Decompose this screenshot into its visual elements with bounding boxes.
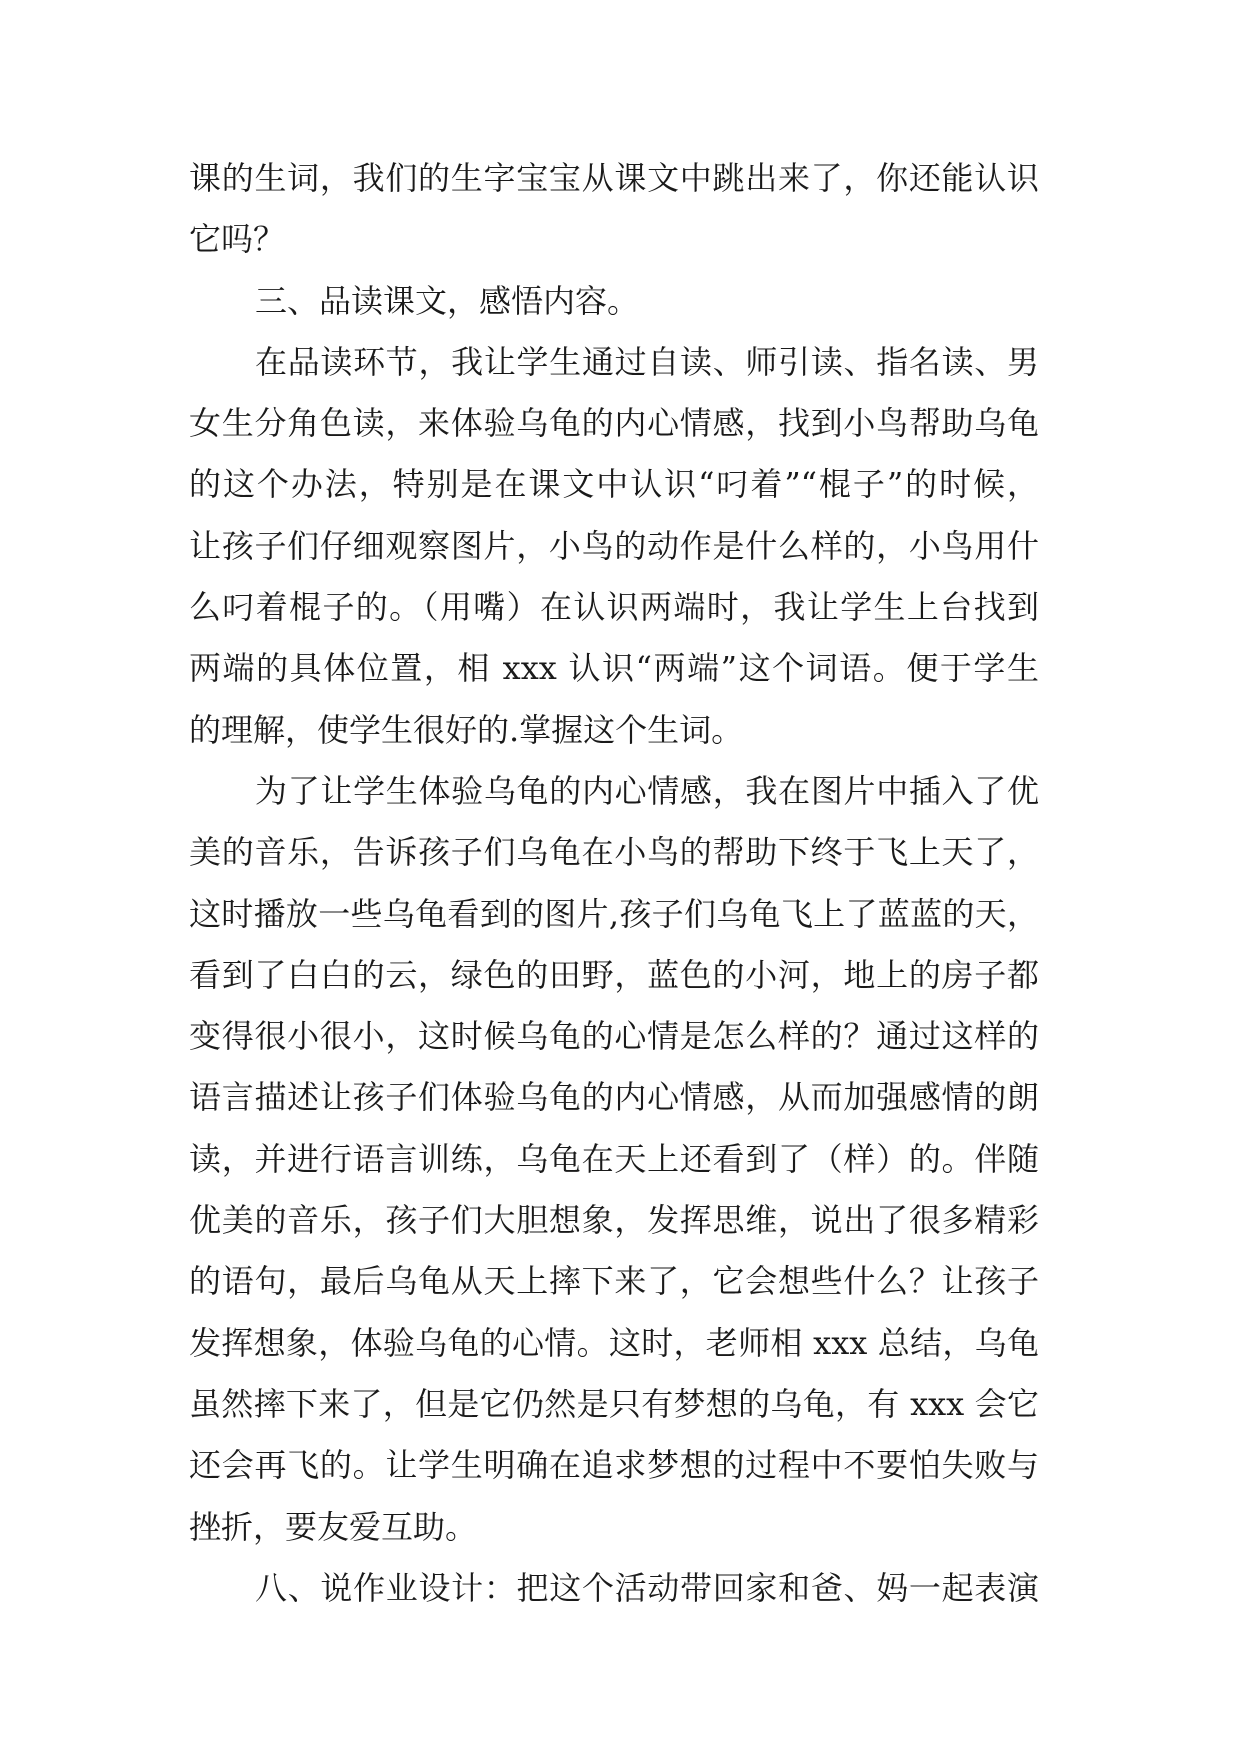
text-line: 么叼着棍子的。（用嘴）在认识两端时，我让学生上台找到 (189, 588, 1039, 627)
text-line: 优美的音乐，孩子们大胆想象，发挥思维，说出了很多精彩 (189, 1201, 1039, 1240)
text-line: 看到了白白的云，绿色的田野，蓝色的小河，地上的房子都 (189, 955, 1039, 994)
text-line: 让孩子们仔细观察图片，小鸟的动作是什么样的，小鸟用什 (189, 526, 1039, 565)
text-line: 的语句，最后乌龟从天上摔下来了，它会想些什么？让孩子 (189, 1262, 1039, 1301)
text-line: 课的生词，我们的生字宝宝从课文中跳出来了，你还能认识 (189, 159, 1039, 197)
paragraph-start-line: 在品读环节，我让学生通过自读、师引读、指名读、男 (255, 342, 1039, 381)
document-body (189, 148, 1039, 1619)
text-line: 语言描述让孩子们体验乌龟的内心情感，从而加强感情的朗 (189, 1078, 1039, 1117)
text-line: 女生分角色读，来体验乌龟的内心情感，找到小鸟帮助乌龟 (189, 404, 1039, 443)
text-line: 的这个办法，特别是在课文中认识“叼着”“棍子”的时候， (189, 465, 1039, 504)
text-line: 发挥想象，体验乌龟的心情。这时，老师相 xxx 总结，乌龟 (189, 1323, 1039, 1362)
text-line: 变得很小很小，这时候乌龟的心情是怎么样的？通过这样的 (189, 1017, 1039, 1056)
section-heading: 三、品读课文，感悟内容。 (255, 281, 640, 320)
section-heading: 八、说作业设计：把这个活动带回家和爸、妈一起表演 (255, 1568, 1039, 1607)
text-line: 读，并进行语言训练，乌龟在天上还看到了（样）的。伴随 (189, 1139, 1039, 1178)
paragraph-start-line: 为了让学生体验乌龟的内心情感，我在图片中插入了优 (255, 771, 1039, 810)
text-line: 还会再飞的。让学生明确在追求梦想的过程中不要怕失败与 (189, 1446, 1039, 1485)
text-line: 这时播放一些乌龟看到的图片,孩子们乌龟飞上了蓝蓝的天， (189, 894, 1039, 933)
text-line: 它吗？ (189, 220, 286, 259)
text-line: 两端的具体位置，相 xxx 认识“两端”这个词语。便于学生 (189, 649, 1039, 688)
text-line: 美的音乐，告诉孩子们乌龟在小鸟的帮助下终于飞上天了， (189, 833, 1039, 872)
text-line: 挫折，要友爱互助。 (189, 1507, 478, 1546)
text-line: 的理解，使学生很好的.掌握这个生词。 (189, 710, 744, 749)
text-line: 虽然摔下来了，但是它仍然是只有梦想的乌龟，有 xxx 会它 (189, 1384, 1039, 1423)
